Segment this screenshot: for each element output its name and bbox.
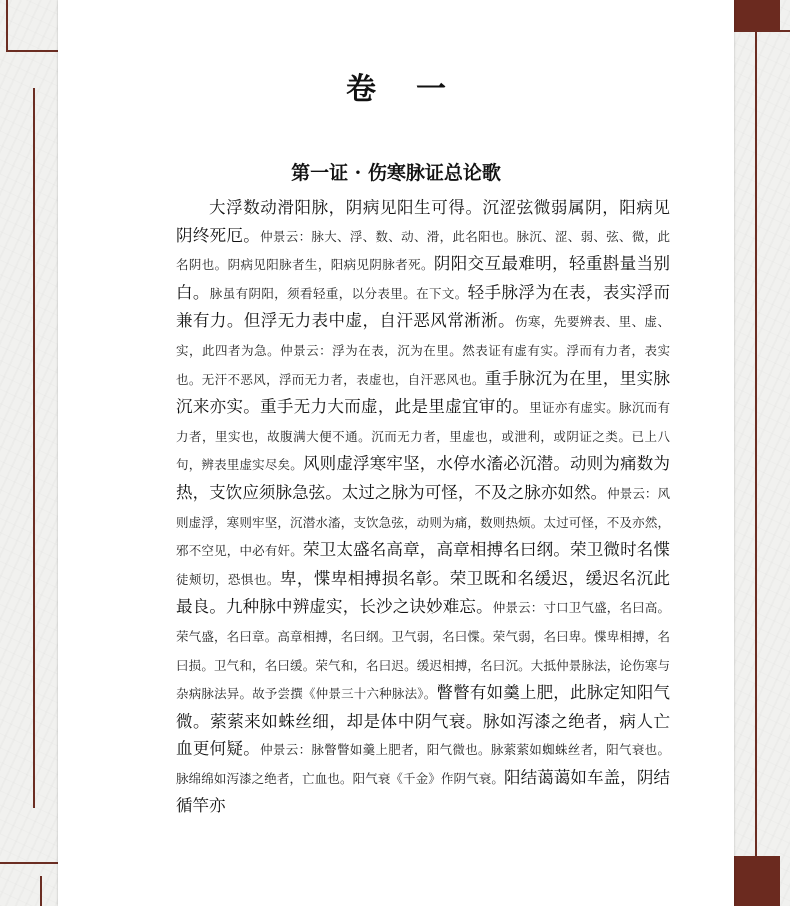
section-title: 第一证 · 伤寒脉证总论歌 [291, 162, 501, 184]
frame-line [0, 862, 58, 864]
frame-line [755, 30, 757, 860]
commentary-note: 仲景云：脉瞥瞥如羹上肥者，阳气微也。脉萦萦如蜘蛛丝者，阳气衰也。脉绵绵如泻漆之绝者，亡血也。阳气衰《千金》作阴气衰。 [176, 742, 671, 786]
commentary-note: 徒颊切，恐惧也。 [176, 571, 280, 587]
commentary-note: 仲景云：脉大、浮、数、动、滑，此名阳也。脉沉、涩、弱、弦、微，此名阴也。阴病见阳脉者生，阳病见阴脉者死。 [176, 228, 671, 273]
verse-text: 大浮数动滑阳脉，阴病见阳生可得。沉涩弦微弱属阴，阳病见阴终死厄。 [176, 198, 670, 245]
frame-line [33, 88, 35, 808]
frame-line [734, 30, 790, 32]
commentary-note: 伤寒，先要辨表、里、虚、实，此四者为急。仲景云：浮为在表，沉为在里。然表证有虚有实。浮而有力者，表实也。无汗不恶风，浮而无力者，表虚也，自汗恶风也。 [176, 314, 670, 387]
commentary-note: 仲景云：风则虚浮，寒则牢坚，沉潜水滀，支饮急弦，动则为痛，数则热烦。太过可怪，不及亦然，邪不空见，中必有奸。 [176, 485, 670, 559]
book-page [58, 0, 734, 906]
frame-line [40, 876, 42, 906]
frame-line [6, 0, 8, 52]
commentary-note: 里证亦有虚实。脉沉而有力者，里实也，故腹满大便不通。沉而无力者，里虚也，或泄利，或阴证之类。已上八句，辨表里虚实尽矣。 [176, 400, 670, 473]
verse-text: 阴阳交互最难明，轻重斟量当别白。 [176, 254, 670, 302]
verse-text: 阳结蔼蔼如车盖，阴结循竿亦 [176, 767, 670, 816]
commentary-note: 仲景云：寸口卫气盛，名曰高。荣气盛，名曰章。高章相搏，名曰纲。卫气弱，名曰惵。荣气弱，名曰卑。惵卑相搏，名曰损。卫气和，名曰缓。荣气和，名曰迟。缓迟相搏，名曰沉。大抵仲景脉法，论伤寒与杂病脉法异。故予尝撰《仲景三十六种脉法》。 [176, 600, 670, 702]
volume-title: 卷一 [346, 72, 486, 107]
body-text [176, 194, 670, 820]
verse-text: 卑，惵卑相搏损名彰。荣卫既和名缓迟，缓迟名沉此最良。九种脉中辨虚实，长沙之诀妙难忘。 [176, 568, 670, 617]
frame-line [6, 50, 58, 52]
verse-text: 瞥瞥有如羹上肥，此脉定知阳气微。萦萦来如蛛丝细，却是体中阴气衰。脉如泻漆之绝者，病人亡血更何疑。 [176, 683, 670, 759]
corner-block [734, 0, 780, 30]
corner-block [734, 856, 780, 906]
commentary-note: 脉虽有阴阳，须看轻重，以分表里。在下文。 [209, 285, 468, 301]
verse-text: 风则虚浮寒牢坚，水停水滀必沉潜。动则为痛数为热，支饮应须脉急弦。太过之脉为可怪，不及之脉亦如然。 [176, 454, 670, 502]
verse-text: 重手脉沉为在里，里实脉沉来亦实。重手无力大而虚，此是里虚宜审的。 [176, 368, 670, 417]
verse-text: 轻手脉浮为在表，表实浮而兼有力。但浮无力表中虚，自汗恶风常淅淅。 [176, 282, 671, 331]
verse-text: 荣卫太盛名高章，高章相搏名曰纲。荣卫微时名惵 [302, 540, 670, 560]
